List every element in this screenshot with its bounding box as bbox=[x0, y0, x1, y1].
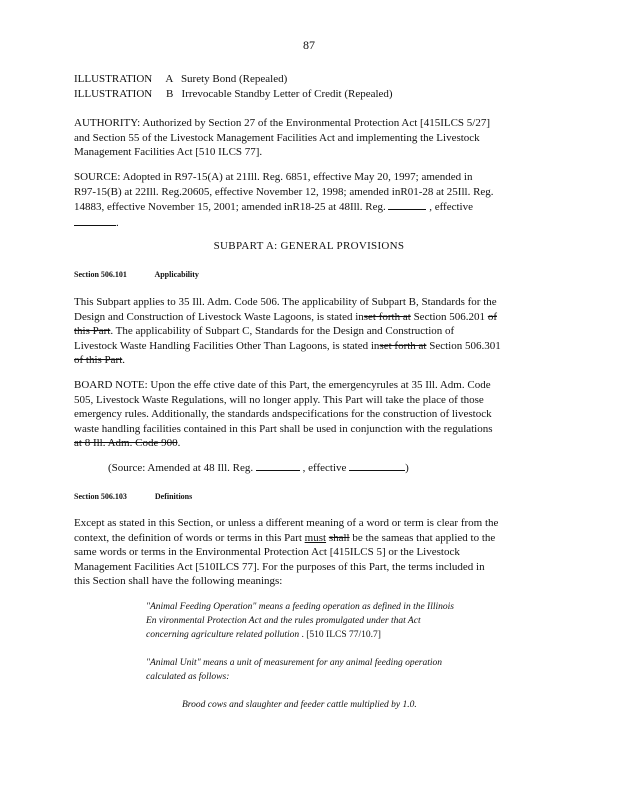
source-line-3-effective: , effective bbox=[429, 201, 473, 213]
section-506-101-heading bbox=[74, 270, 225, 279]
struck-text: of bbox=[487, 310, 497, 323]
authority-line-3: Management Facilities Act [510 ILCS 77]. bbox=[74, 146, 263, 158]
text-span: Section 506.201 bbox=[413, 310, 486, 323]
struck-text: set forth at bbox=[363, 310, 411, 323]
source-note bbox=[108, 460, 508, 476]
text-span: . bbox=[177, 437, 181, 449]
text-span: concerning agriculture related pollution bbox=[146, 630, 300, 640]
source-line-4-period: . bbox=[116, 216, 119, 229]
text-span: . The applicability of Subpart C, Standards for the Design and Construction of bbox=[110, 325, 455, 337]
source-note-effective: , effective bbox=[302, 462, 347, 474]
source-line-4 bbox=[74, 215, 540, 231]
board-note-line-4: waste handling facilities contained in this Part shall be used in conjunction with the regulations bbox=[74, 422, 493, 435]
source-line-3-text: 14883, effective November 15, 2001; amended inR18-25 at 48Ill. Reg. bbox=[74, 201, 386, 213]
struck-text: of this Part bbox=[74, 354, 123, 366]
applicability-line-5 bbox=[74, 353, 540, 368]
definitions-line-2 bbox=[74, 531, 540, 546]
effective-date-blank bbox=[349, 460, 405, 471]
section-506-103-heading bbox=[74, 492, 218, 501]
source-note-line bbox=[108, 460, 508, 476]
board-note-line-5 bbox=[74, 436, 540, 451]
text-span: be the sameas that applied to the bbox=[352, 531, 496, 544]
authority-line-2: and Section 55 of the Livestock Management Facilities Act and implementing the Livestock bbox=[74, 131, 480, 144]
applicability-paragraph bbox=[74, 295, 540, 368]
definitions-line-4: Management Facilities Act [510ILCS 77]. For the purposes of this Part, the terms included in bbox=[74, 560, 485, 573]
source-line-1: SOURCE: Adopted in R97-15(A) at 21Ill. Reg. 6851, effective May 20, 1997; amended in bbox=[74, 171, 473, 183]
illustrations-list bbox=[74, 72, 540, 101]
struck-text: this Part bbox=[74, 325, 111, 337]
source-note-text: (Source: Amended at 48 Ill. Reg. bbox=[108, 462, 254, 474]
source-paragraph bbox=[74, 170, 540, 230]
definitions-line-5: this Section shall have the following meanings: bbox=[74, 575, 283, 587]
applicability-line-3 bbox=[74, 324, 540, 339]
board-note-line-1: BOARD NOTE: Upon the effe ctive date of this Part, the emergencyrules at 35 Ill. Adm. Code bbox=[74, 379, 491, 391]
text-span: Design and Construction of Livestock Waste Lagoons, is stated in bbox=[74, 310, 364, 323]
section-title: Definitions bbox=[154, 492, 193, 501]
definitions-line-3: same words or terms in the Environmental Protection Act [415ILCS 5] or the Livestock bbox=[74, 546, 460, 558]
source-note-close: ) bbox=[405, 462, 409, 474]
definition-line bbox=[146, 628, 526, 642]
struck-text: set forth at bbox=[379, 339, 427, 352]
struck-text: shall bbox=[328, 531, 350, 544]
text-span: . bbox=[122, 354, 126, 366]
section-title: Applicability bbox=[154, 270, 199, 279]
source-line-2: R97-15(B) at 22Ill. Reg.20605, effective November 12, 1998; amended inR01-28 at 25Ill. Reg. bbox=[74, 185, 494, 198]
applicability-line-1: This Subpart applies to 35 Ill. Adm. Code 506. The applicability of Subpart B, Standards for the bbox=[74, 296, 497, 308]
underlined-text: must bbox=[304, 531, 327, 544]
definition-line: "Animal Unit" means a unit of measurement for any animal feeding operation bbox=[146, 658, 443, 668]
definitions-intro-paragraph bbox=[74, 516, 540, 589]
illustration-a: ILLUSTRATION A Surety Bond (Repealed) bbox=[74, 73, 288, 85]
effective-date-blank bbox=[74, 215, 116, 226]
authority-paragraph bbox=[74, 116, 540, 160]
register-blank bbox=[388, 199, 426, 210]
text-span: Livestock Waste Handling Facilities Other Than Lagoons, is stated in bbox=[74, 339, 380, 352]
definition-line: En vironmental Protection Act and the rules promulgated under that Act bbox=[146, 616, 421, 626]
illustration-b: ILLUSTRATION B Irrevocable Standby Letter of Credit (Repealed) bbox=[74, 87, 393, 100]
struck-text: at 8 Ill. Adm. Code 900 bbox=[74, 437, 178, 449]
definition-line: "Animal Feeding Operation" means a feeding operation as defined in the Illinois bbox=[146, 602, 454, 612]
board-note-paragraph bbox=[74, 378, 540, 451]
definition-animal-feeding-operation bbox=[146, 600, 526, 642]
source-line-3 bbox=[74, 199, 540, 215]
section-number: Section 506.101 bbox=[74, 270, 127, 279]
applicability-line-2 bbox=[74, 310, 540, 325]
definition-brood-cows: Brood cows and slaughter and feeder cattle multiplied by 1.0. bbox=[182, 700, 417, 710]
applicability-line-4 bbox=[74, 339, 540, 354]
definition-line: calculated as follows: bbox=[146, 672, 230, 682]
board-note-line-2: 505, Livestock Waste Regulations, will no longer apply. This Part will take the place of those bbox=[74, 393, 484, 406]
definition-animal-unit bbox=[146, 656, 526, 684]
text-span: Section 506.301 bbox=[429, 339, 501, 352]
text-span: context, the definition of words or terms in this Part bbox=[74, 531, 302, 544]
board-note-line-3: emergency rules. Additionally, the standards andspecifications for the construction of livestock bbox=[74, 408, 492, 420]
citation: . [510 ILCS 77/10.7] bbox=[301, 630, 381, 640]
page-number: 87 bbox=[303, 38, 315, 52]
section-number: Section 506.103 bbox=[74, 492, 127, 501]
subpart-heading: SUBPART A: GENERAL PROVISIONS bbox=[213, 240, 405, 252]
authority-line-1: AUTHORITY: Authorized by Section 27 of the Environmental Protection Act [415ILCS 5/27] bbox=[74, 117, 491, 129]
register-blank bbox=[256, 460, 300, 471]
definitions-line-1: Except as stated in this Section, or unless a different meaning of a word or term is clear from the bbox=[74, 517, 499, 529]
